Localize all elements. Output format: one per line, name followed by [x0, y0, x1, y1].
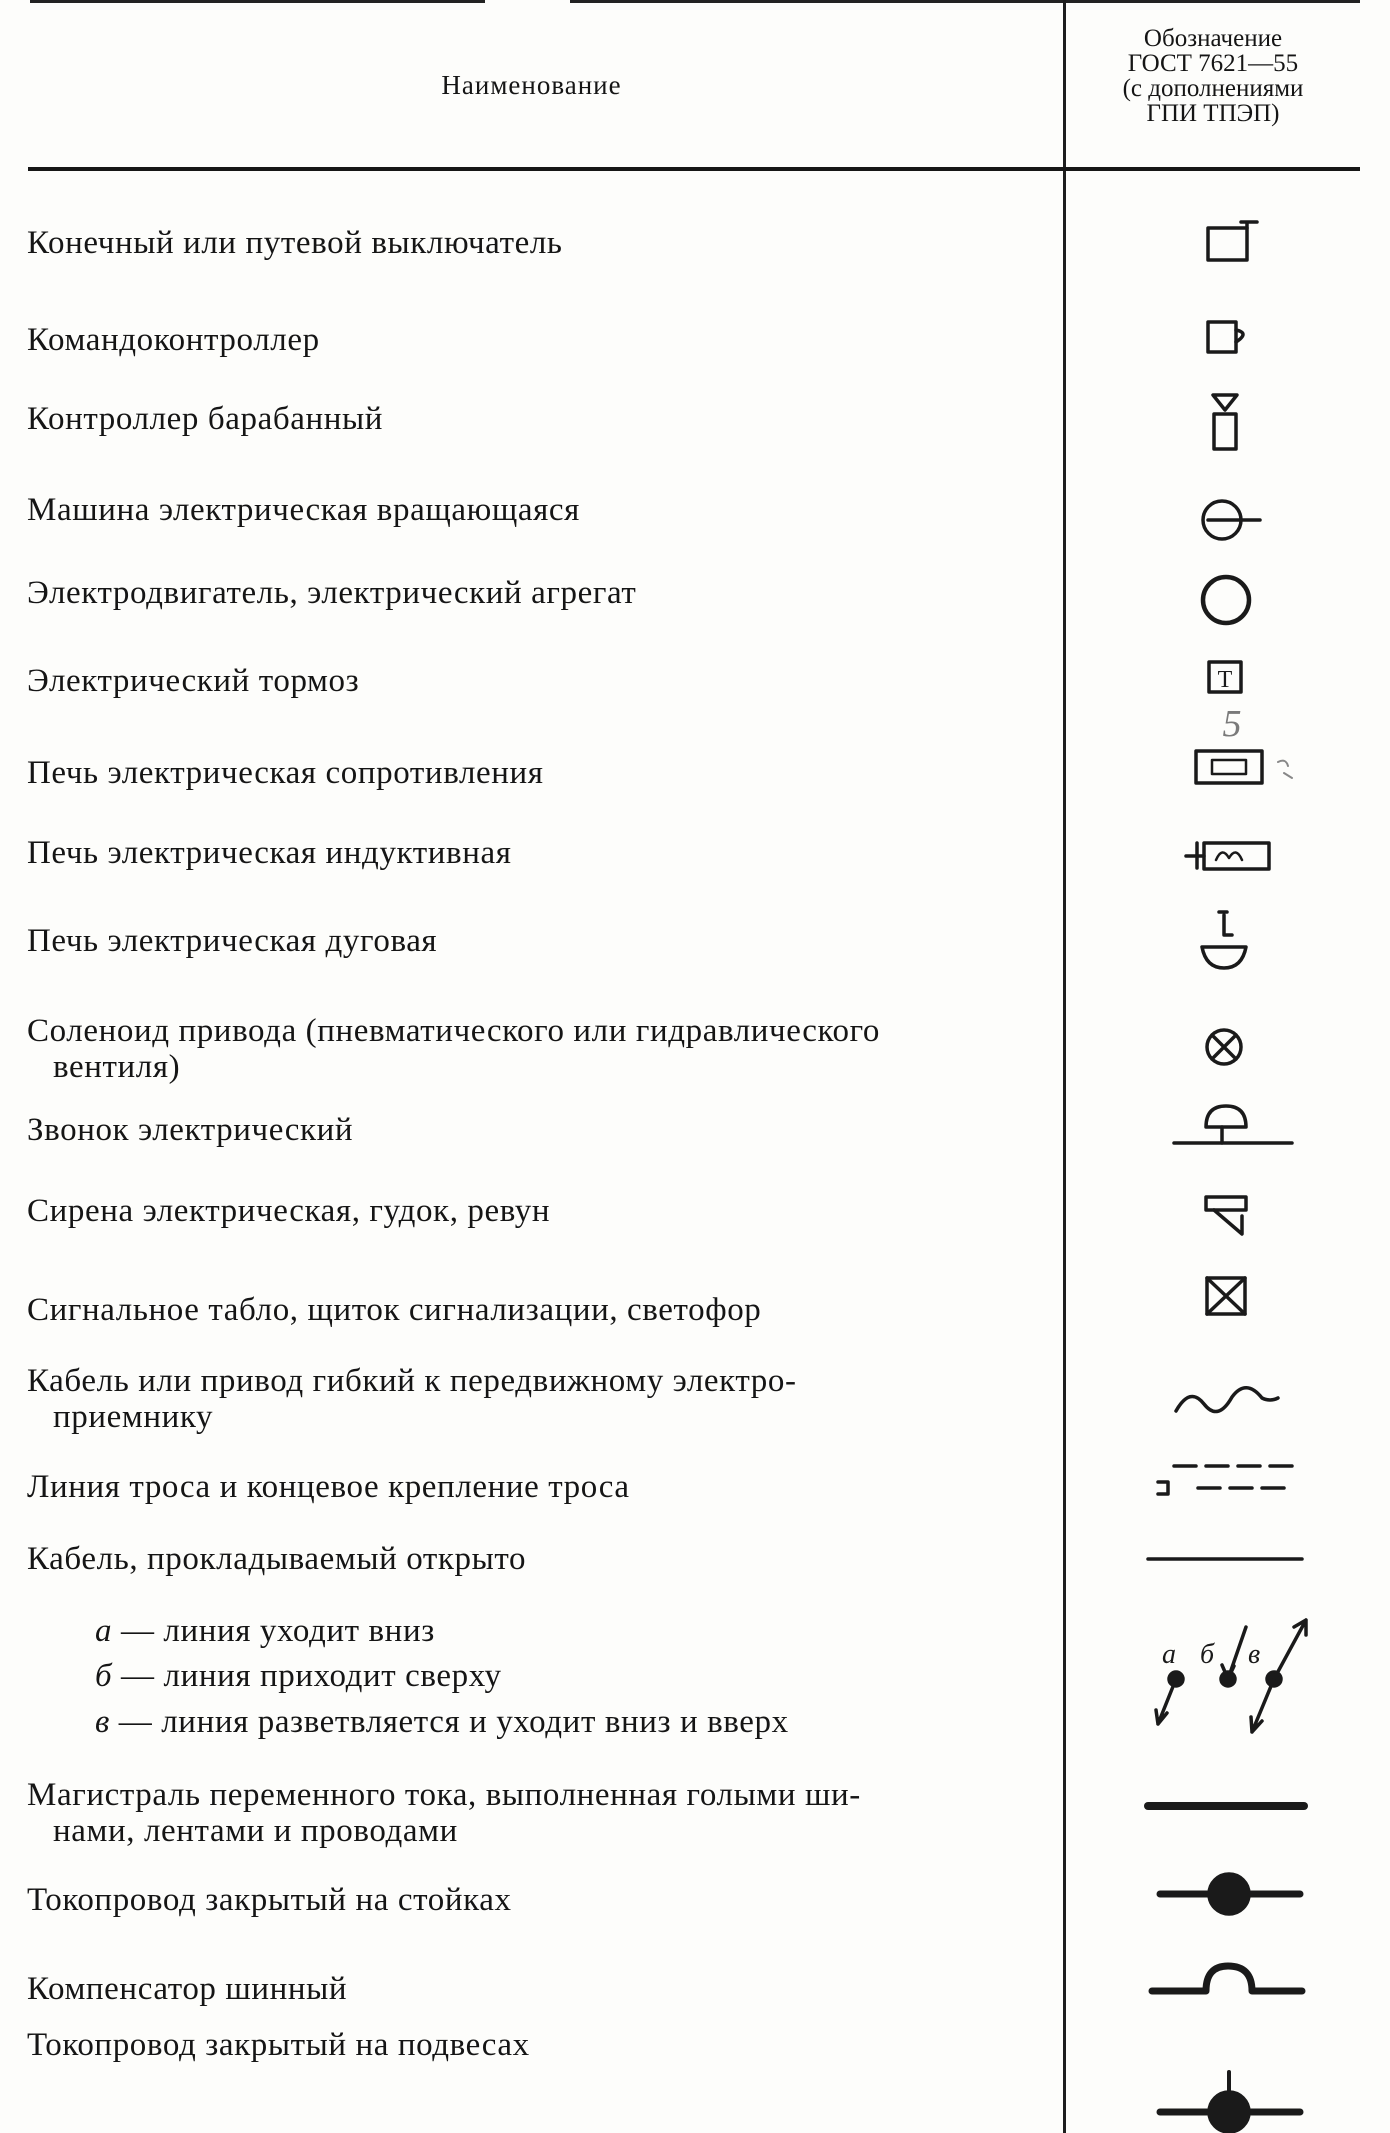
row-name: Электрический тормоз — [27, 663, 360, 699]
resistance-furnace-icon — [1196, 751, 1262, 783]
flexible-cable-icon — [1176, 1388, 1278, 1412]
drum-controller-icon — [1213, 395, 1237, 449]
sub-item-b: б — линия приходит сверху — [95, 1658, 502, 1694]
row-name: Контроллер барабанный — [27, 401, 384, 437]
handwritten-digit: 5 — [1222, 703, 1242, 745]
closed-busway-racks-icon — [1160, 1874, 1300, 1914]
electric-brake-letter: Т — [1217, 667, 1233, 693]
limit-switch-icon — [1208, 222, 1257, 260]
row-name: Печь электрическая индуктивная — [27, 835, 512, 871]
induction-furnace-icon — [1186, 843, 1269, 869]
column-header-symbol: Обозначение ГОСТ 7621—55 (с дополнениями ГПИ ТПЭП) — [1122, 25, 1304, 127]
row-name: Электродвигатель, электрический агрегат — [27, 575, 637, 611]
row-name: Токопровод закрытый на подвесах — [27, 2027, 530, 2063]
signal-panel-icon — [1207, 1278, 1245, 1314]
electric-brake-icon — [1209, 662, 1241, 693]
electric-motor-icon — [1203, 577, 1249, 623]
column-divider — [1063, 0, 1066, 2133]
row-name: Конечный или путевой выключатель — [27, 225, 563, 261]
arrow-label-v: в — [1248, 1639, 1261, 1670]
column-header-name: Наименование — [441, 70, 622, 100]
rotating-machine-icon — [1203, 501, 1260, 539]
electric-bell-icon — [1174, 1106, 1292, 1143]
row-name: Машина электрическая вращающаяся — [27, 492, 580, 528]
solenoid-icon — [1207, 1030, 1241, 1064]
siren-icon — [1206, 1197, 1246, 1234]
arrow-label-a: а — [1162, 1639, 1176, 1670]
sub-item-a: а — линия уходит вниз — [95, 1613, 435, 1649]
command-controller-icon — [1208, 322, 1243, 352]
row-name-two-line: Магистраль переменного тока, выполненная голыми ши- нами, лентами и проводами — [27, 1777, 861, 1849]
row-name: Печь электрическая дуговая — [27, 923, 438, 959]
row-name: Сирена электрическая, гудок, ревун — [27, 1193, 551, 1229]
top-rule-left — [30, 0, 485, 3]
bus-compensator-icon — [1152, 1966, 1302, 1991]
open-cable-variants-icon — [1156, 1620, 1306, 1732]
row-name-two-line: Кабель или привод гибкий к передвижному электро- приемнику — [27, 1363, 797, 1435]
cable-rope-line-icon — [1158, 1466, 1294, 1494]
sub-item-v: в — линия разветвляется и уходит вниз и вверх — [95, 1704, 789, 1740]
top-rule-right — [570, 0, 1360, 3]
closed-busway-hangers-icon — [1160, 2072, 1300, 2132]
header-rule — [28, 167, 1360, 171]
row-name: Кабель, прокладываемый открыто — [27, 1541, 527, 1577]
row-name: Печь электрическая сопротивления — [27, 755, 544, 791]
row-name-two-line: Соленоид привода (пневматического или гидравлического вентиля) — [27, 1013, 881, 1085]
row-name: Сигнальное табло, щиток сигнализации, светофор — [27, 1292, 762, 1328]
row-name: Линия троса и концевое крепление троса — [27, 1469, 630, 1505]
arc-furnace-icon — [1202, 912, 1246, 968]
arrow-label-b: б — [1200, 1639, 1215, 1670]
faint-pencil-mark — [1278, 761, 1292, 778]
row-name: Командоконтроллер — [27, 322, 320, 358]
row-name: Токопровод закрытый на стойках — [27, 1882, 512, 1918]
row-name: Компенсатор шинный — [27, 1971, 348, 2007]
row-name: Звонок электрический — [27, 1112, 354, 1148]
